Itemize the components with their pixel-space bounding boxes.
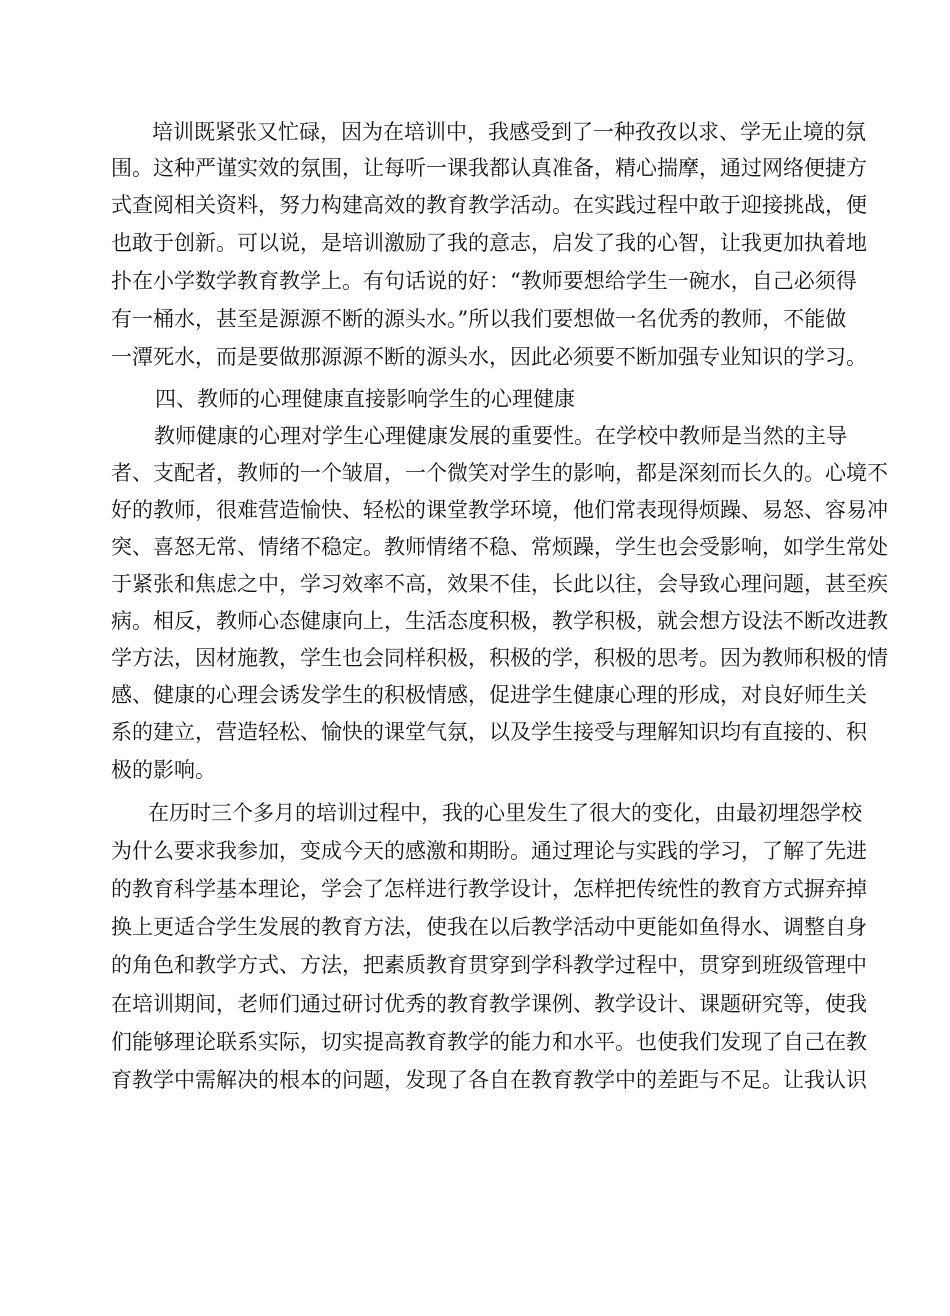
text-line: 教师健康的心理对学生心理健康发展的重要性。在学校中教师是当然的主导	[154, 424, 847, 448]
text-line: 有一桶水，甚至是源源不断的源头水。”所以我们要想做一名优秀的教师，不能做	[111, 307, 847, 331]
text-line: 在历时三个多月的培训过程中，我的心里发生了很大的变化，由最初埋怨学校	[148, 801, 862, 825]
text-line: 们能够理论联系实际，切实提高教育教学的能力和水平。也使我们发现了自己在教	[111, 1030, 867, 1054]
text-line: 扑在小学数学教育教学上。有句话说的好：“教师要想给学生一碗水，自己必须得	[111, 269, 857, 293]
text-line: 好的教师，很难营造愉快、轻松的课堂教学环境，他们常表现得烦躁、易怒、容易冲	[111, 498, 888, 522]
text-line: 于紧张和焦虑之中，学习效率不高，效果不佳，长此以往，会导致心理问题，甚至疾	[111, 572, 888, 596]
text-line: 换上更适合学生发展的教育方法，使我在以后教学活动中更能如鱼得水、调整自身	[111, 915, 867, 939]
text-line: 感、健康的心理会诱发学生的积极情感，促进学生健康心理的形成，对良好师生关	[111, 683, 867, 707]
section-heading: 四、教师的心理健康直接影响学生的心理健康	[155, 387, 575, 411]
text-line: 的角色和教学方式、方法，把素质教育贯穿到学科教学过程中，贯穿到班级管理中	[111, 953, 867, 977]
text-line: 一潭死水，而是要做那源源不断的源头水，因此必须要不断加强专业知识的学习。	[111, 345, 867, 369]
text-line: 突、喜怒无常、情绪不稳定。教师情绪不稳、常烦躁，学生也会受影响，如学生常处	[111, 535, 888, 559]
text-line: 学方法，因材施教，学生也会同样积极，积极的学，积极的思考。因为教师积极的情	[111, 646, 888, 670]
text-line: 者、支配者，教师的一个皱眉，一个微笑对学生的影响，都是深刻而长久的。心境不	[111, 461, 888, 485]
text-line: 围。这种严谨实效的氛围，让每听一课我都认真准备，精心揣摩，通过网络便捷方	[111, 156, 867, 180]
text-line: 培训既紧张又忙碌，因为在培训中，我感受到了一种孜孜以求、学无止境的氛	[152, 120, 866, 144]
text-line: 的教育科学基本理论，学会了怎样进行教学设计，怎样把传统性的教育方式摒弃掉	[111, 877, 867, 901]
text-line: 育教学中需解决的根本的问题，发现了各自在教育教学中的差距与不足。让我认识	[111, 1068, 867, 1092]
text-line: 在培训期间，老师们通过研讨优秀的教育教学课例、教学设计、课题研究等，使我	[111, 992, 867, 1016]
text-line: 极的影响。	[111, 758, 216, 782]
text-line: 为什么要求我参加，变成今天的感激和期盼。通过理论与实践的学习，了解了先进	[111, 839, 867, 863]
text-line: 系的建立，营造轻松、愉快的课堂气氛，以及学生接受与理解知识均有直接的、积	[111, 720, 867, 744]
text-line: 病。相反，教师心态健康向上，生活态度积极，教学积极，就会想方设法不断改进教	[111, 609, 888, 633]
text-line: 式查阅相关资料，努力构建高效的教育教学活动。在实践过程中敢于迎接挑战，便	[111, 193, 867, 217]
text-line: 也敢于创新。可以说，是培训激励了我的意志，启发了我的心智，让我更加执着地	[111, 231, 867, 255]
